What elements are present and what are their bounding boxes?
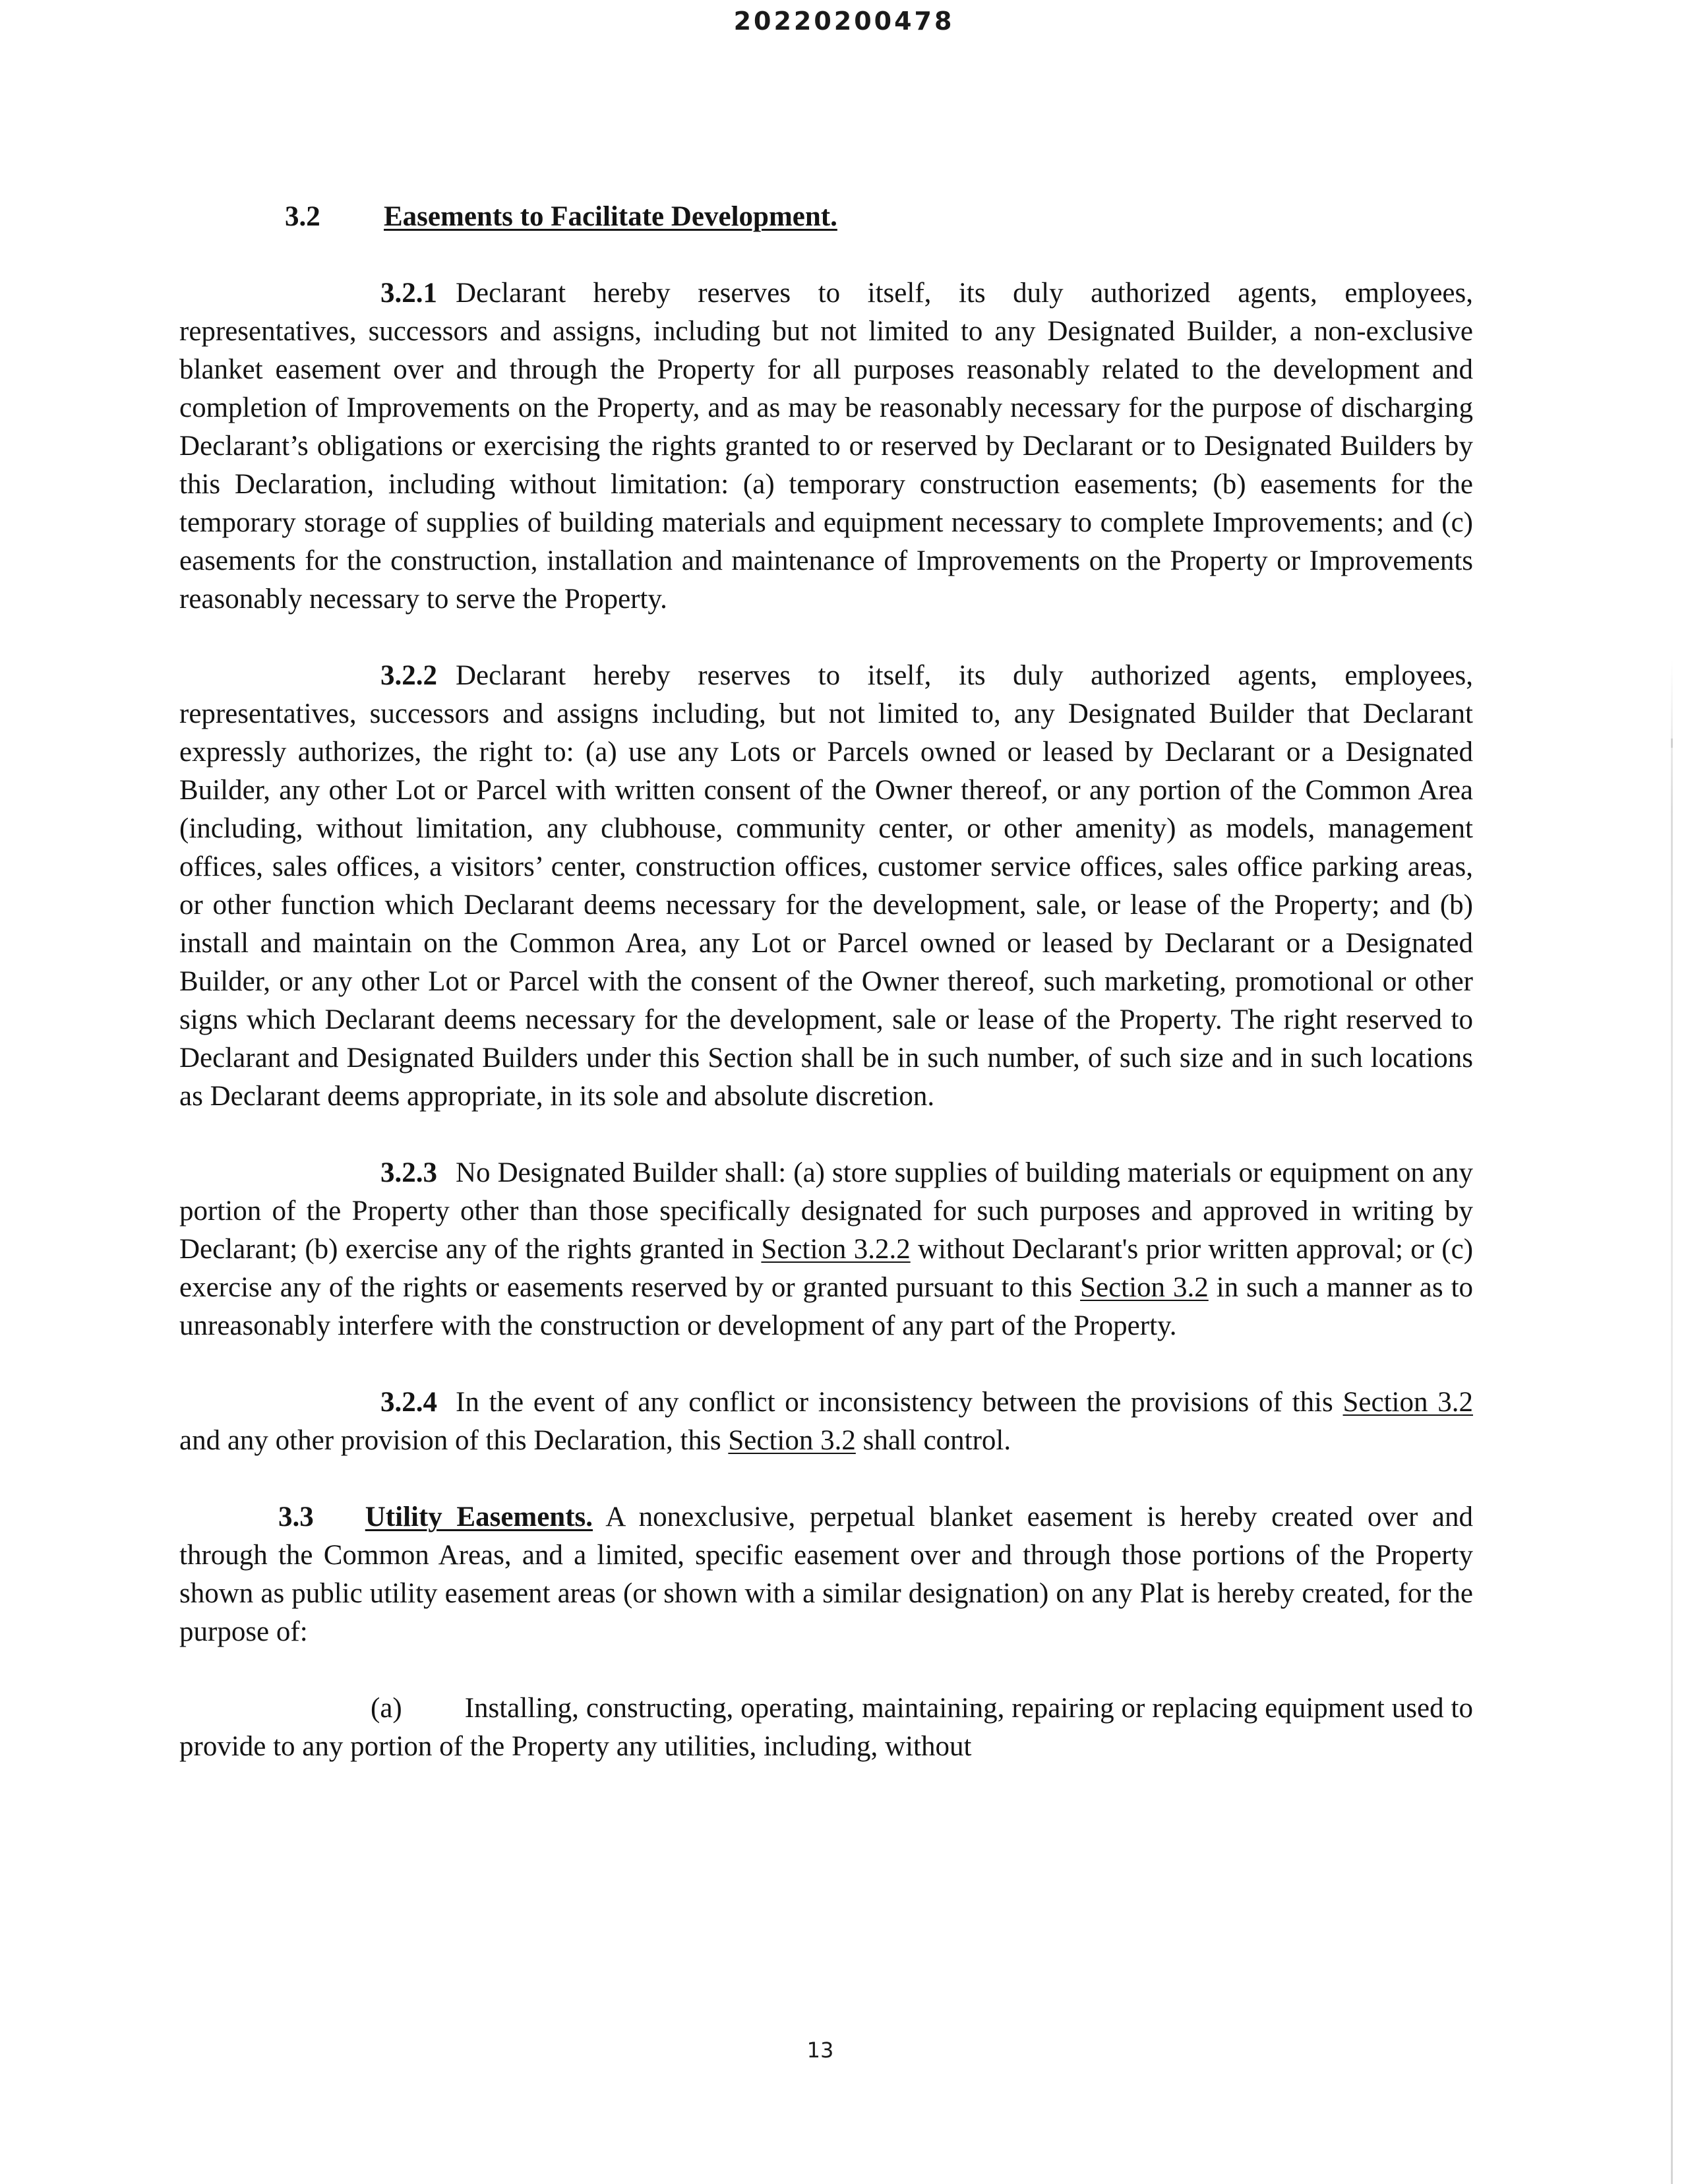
paragraph-3-2-1-number: 3.2.1 <box>380 278 437 309</box>
section-3-2-heading <box>179 198 1473 236</box>
section-3-3-number: 3.3 <box>278 1502 314 1532</box>
section-3-2-number: 3.2 <box>285 201 320 232</box>
paragraph-3-2-3 <box>179 1154 1473 1345</box>
paragraph-3-2-1 <box>179 274 1473 619</box>
item-a-label: (a) <box>371 1693 402 1724</box>
paragraph-3-2-4-text-3: shall control. <box>862 1425 1011 1456</box>
section-3-3-text: A nonexclusive, perpetual blanket easement is hereby created over and through the Common Areas, and a limited, specific easement over and through those portions of the Property shown as public utility easement areas (or shown with a similar designation) on any Plat is hereby created, for the purpose of: <box>179 1502 1473 1647</box>
paragraph-3-2-4-text-1: In the event of any conflict or inconsistency between the provisions of this <box>456 1387 1333 1418</box>
paragraph-3-2-2-number: 3.2.2 <box>380 660 437 691</box>
section-3-3-title: Utility Easements. <box>365 1502 593 1532</box>
scan-mark-artifact <box>1671 739 1673 748</box>
paragraph-3-2-3-text-1: No Designated Builder shall: (a) store supplies of building materials or equipment on any portion of the Property other than those specifically designated for such purposes and approved in writing by Declarant; (b) exercise any of the rights granted in <box>179 1157 1473 1265</box>
item-a-text: Installing, constructing, operating, maintaining, repairing or replacing equipment used to provide to any portion of the Property any utilities, including, without <box>179 1693 1473 1762</box>
paragraph-3-2-2 <box>179 657 1473 1116</box>
section-reference-link[interactable]: Section 3.2 <box>1342 1387 1473 1418</box>
paragraph-3-2-3-number: 3.2.3 <box>380 1157 437 1188</box>
paragraph-3-2-2-text: Declarant hereby reserves to itself, its duly authorized agents, employees, representatives, successors and assigns including, but not limited to, any Designated Builder that Declarant expressly authorizes, the right to: (a) use any Lots or Parcels owned or leased by Declarant or a Designated Builder, any other Lot or Parcel with written consent of the Owner thereof, or any portion of the Common Area (including, without limitation, any clubhouse, community center, or other amenity) as models, management offices, sales offices, a visitors’ center, construction offices, customer service offices, sales office parking areas, or other function which Declarant deems necessary for the development, sale, or lease of the Property; and (b) install and maintain on the Common Area, any Lot or Parcel owned or leased by Declarant or a Designated Builder, or any other Lot or Parcel with the consent of the Owner thereof, such marketing, promotional or other signs which Declarant deems necessary for the development, sale or lease of the Property. The right reserved to Declarant and Designated Builders under this Section shall be in such number, of such size and in such locations as Declarant deems appropriate, in its sole and absolute discretion. <box>179 660 1473 1112</box>
section-reference-link[interactable]: Section 3.2.2 <box>761 1234 911 1265</box>
paragraph-3-2-4-number: 3.2.4 <box>380 1387 437 1418</box>
recording-number: 20220200478 <box>733 7 955 36</box>
paragraph-3-2-4-text-2: and any other provision of this Declaration, this <box>179 1425 721 1456</box>
paragraph-3-2-4 <box>179 1383 1473 1460</box>
section-3-2-title: Easements to Facilitate Development. <box>384 201 837 232</box>
document-page <box>179 198 1473 1804</box>
paragraph-3-2-3-text-2: without Declarant's prior written approval; or (c) exercise any of the rights or easements reserved by or granted pursuant to this <box>179 1234 1474 1303</box>
section-3-3 <box>179 1498 1473 1651</box>
item-a <box>179 1689 1473 1766</box>
page-number: 13 <box>806 2038 834 2063</box>
paragraph-3-2-1-text: Declarant hereby reserves to itself, its duly authorized agents, employees, representatives, successors and assigns, including but not limited to any Designated Builder, a non-exclusive blanket easement over and through the Property for all purposes reasonably related to the development and completion of Improvements on the Property, and as may be reasonably necessary for the purpose of discharging Declarant’s obligations or exercising the rights granted to or reserved by Declarant or to Designated Builders by this Declaration, including without limitation: (a) temporary construction easements; (b) easements for the temporary storage of supplies of building materials and equipment necessary to complete Improvements; and (c) easements for the construction, installation and maintenance of Improvements on the Property or Improvements reasonably necessary to serve the Property. <box>179 278 1473 615</box>
section-reference-link[interactable]: Section 3.2 <box>728 1425 856 1456</box>
section-reference-link[interactable]: Section 3.2 <box>1080 1272 1209 1303</box>
scan-edge-artifact <box>1671 659 1673 2184</box>
paragraph-3-2-3-text-3: in such a manner as to unreasonably interfere with the construction or development of any part of the Property. <box>179 1272 1474 1341</box>
